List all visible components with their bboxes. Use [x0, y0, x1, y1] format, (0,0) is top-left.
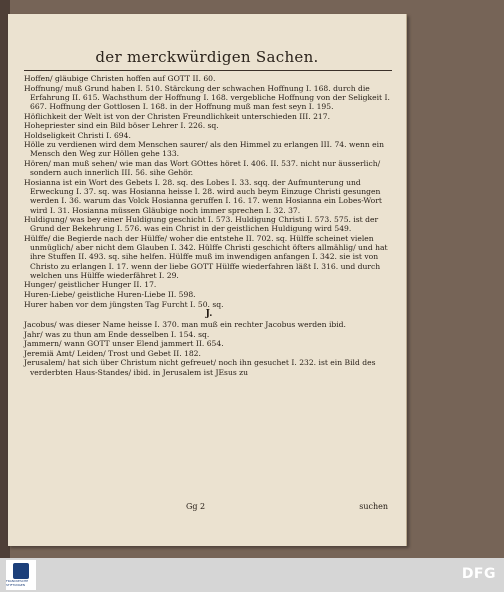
- index-entry: Jammern/ wann GOTT unser Elend jammert II. 654.: [24, 339, 224, 349]
- index-entry: Huren-Liebe/ geistliche Huren-Liebe II. 598.: [24, 290, 196, 300]
- index-entry: Jerusalem/ hat sich über Christum nicht gefreuet/ noch ihn gesuchet I. 232. ist ein Bild des verderbten Haus-Standes/ ibid. in Jerusalem ist JEsus zu: [24, 358, 376, 377]
- franckesche-stiftungen-logo: [6, 560, 36, 590]
- header-rule: [24, 70, 392, 71]
- index-entry: Jeremiä Amt/ Leiden/ Trost und Gebet II. 182.: [24, 348, 201, 358]
- index-entry: Jacobus/ was dieser Name heisse I. 370. man muß ein rechter Jacobus werden ibid.: [24, 320, 346, 330]
- index-entry: Hurer haben vor dem jüngsten Tag Furcht I. 50. sq.: [24, 299, 224, 309]
- book-page: [8, 14, 407, 546]
- logo-text: FRANCKESCHE STIFTUNGEN: [6, 579, 29, 587]
- index-entry: Jahr/ was zu thun am Ende desselben I. 154. sq.: [24, 329, 210, 339]
- signature-mark: Gg 2: [186, 502, 206, 511]
- index-entry: Hülffe/ die Begierde nach der Hülffe/ woher die entstehe II. 702. sq. Hülffe scheinet vielen unmüglich/ aber nicht dem Glauben I. 342. Hülffe Christi geschicht öfters allmählig/ und hat ihre Stuffen II. 493. sq. sihe helfen. Hülffe muß im inwendigen anfangen I. 342. sie ist von Christo zu erlangen I. 17. wenn der liebe GOTT Hülffe wiederfahren läßt I. 316. und durch welchen uns Hülffe wiederfähret I. 29.: [24, 233, 388, 280]
- index-entry: Huldigung/ was bey einer Huldigung geschicht I. 573. Huldigung Christi I. 573. 575. ist der Grund der Bekehrung I. 576. was ein Christ in der geistlichen Huldigung wird 549.: [24, 215, 379, 234]
- viewer-footer: [0, 558, 504, 592]
- index-entry: Hoffen/ gläubige Christen hoffen auf GOTT II. 60.: [24, 74, 216, 83]
- index-entries: [24, 74, 394, 377]
- index-entry: Hölle zu verdienen wird dem Menschen saurer/ als den Himmel zu erlangen III. 74. wenn ein Mensch den Weg zur Höllen gehe 133.: [24, 140, 384, 159]
- index-entry: Hohepriester sind ein Bild böser Lehrer I. 226. sq.: [24, 121, 219, 131]
- index-entry: Holdseligkeit Christi I. 694.: [24, 130, 131, 140]
- index-entry: Hören/ man muß sehen/ wie man das Wort GOttes höret I. 406. II. 537. nicht nur äusserlich/ sondern auch innerlich III. 56. sihe Gehör.: [24, 159, 381, 178]
- crest-icon: [13, 563, 29, 579]
- dfg-logo: DFG: [461, 566, 496, 582]
- index-entry: Höflichkeit der Welt ist von der Christen Freundlichkeit unterschieden III. 217.: [24, 111, 330, 121]
- catchword: suchen: [359, 502, 388, 511]
- page-header: der merckwürdigen Sachen.: [95, 48, 319, 66]
- index-entry: Hoffnung/ muß Grund haben I. 510. Stärckung der schwachen Hoffnung I. 168. durch die Erfahrung II. 615. Wachsthum der Hoffnung I. 168. vergebliche Hoffnung von der Seligkeit I. 667. Hoffnung der Gottlosen I. 168. in der Hoffnung muß man fest seyn I. 195.: [24, 83, 390, 112]
- index-entry: Hosianna ist ein Wort des Gebets I. 28. sq. des Lobes I. 33. sqq. der Aufmunterung und Erweckung I. 37. sq. was Hosianna heisse I. 28. wird auch beym Einzuge Christi gesungen werden I. 36. warum das Volck Hosianna geruffen I. 16. 17. wenn Hosianna ein Lobes-Wort wird I. 31. Hosianna müssen Gläubige noch immer sprechen I. 32. 37.: [24, 177, 382, 215]
- section-letter: J.: [205, 308, 213, 319]
- index-entry: Hunger/ geistlicher Hunger II. 17.: [24, 280, 157, 290]
